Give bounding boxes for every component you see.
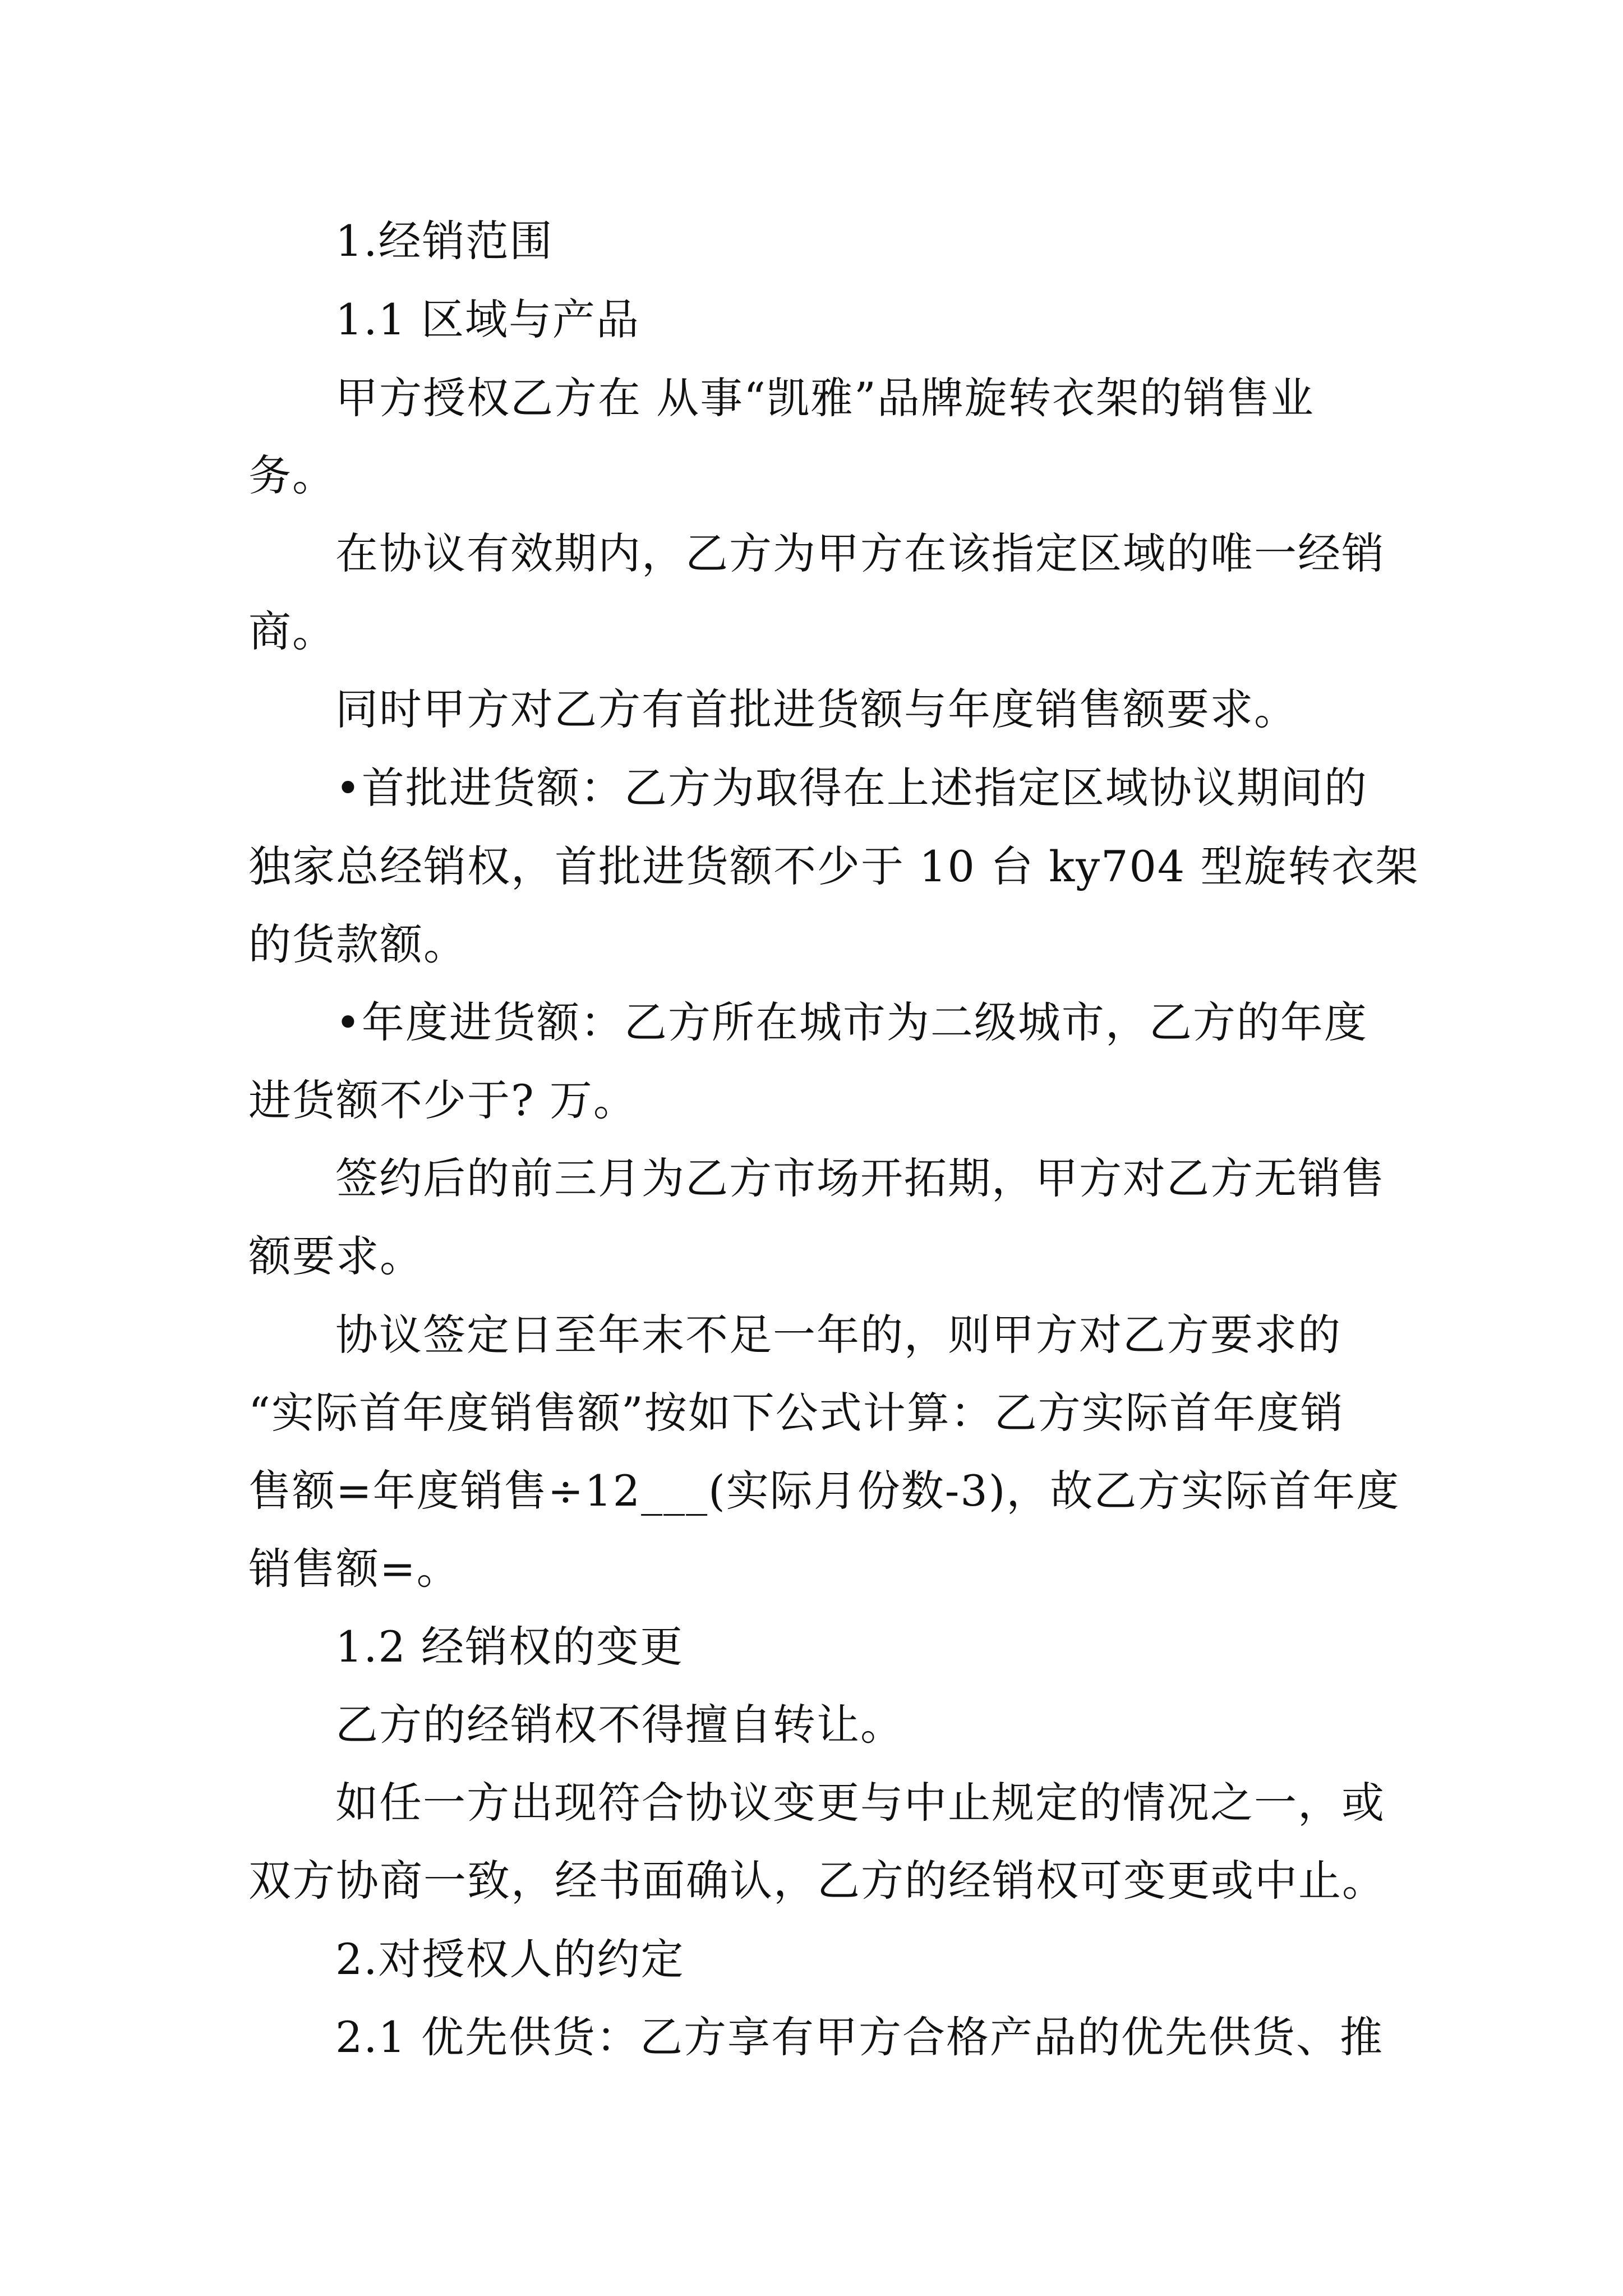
heading-1-2-rights-change: 1.2 经销权的变更 bbox=[335, 1622, 684, 1672]
paragraph-change-termination: 如任一方出现符合协议变更与中止规定的情况之一，或 bbox=[335, 1778, 1385, 1828]
paragraph-change-termination-cont: 双方协商一致，经书面确认，乙方的经销权可变更或中止。 bbox=[248, 1856, 1386, 1906]
bullet-annual-purchase-cont: 进货额不少于? 万。 bbox=[248, 1075, 637, 1125]
paragraph-formula: 售额=年度销售÷12___(实际月份数-3)，故乙方实际首年度 bbox=[248, 1466, 1400, 1516]
paragraph-first-year-cont: “实际首年度销售额”按如下公式计算：乙方实际首年度销 bbox=[248, 1388, 1344, 1438]
paragraph-market-period: 签约后的前三月为乙方市场开拓期，甲方对乙方无销售 bbox=[335, 1153, 1385, 1203]
bullet-annual-purchase: •年度进货额：乙方所在城市为二级城市，乙方的年度 bbox=[335, 997, 1368, 1047]
heading-2-licensee-terms: 2.对授权人的约定 bbox=[335, 1934, 685, 1984]
bullet-first-purchase-cont: 独家总经销权，首批进货额不少于 10 台 ky704 型旋转衣架 bbox=[248, 841, 1419, 891]
paragraph-sole-distributor-cont: 商。 bbox=[248, 606, 336, 656]
paragraph-authorization: 甲方授权乙方在 从事“凯雅”品牌旋转衣架的销售业 bbox=[335, 373, 1315, 423]
paragraph-no-transfer: 乙方的经销权不得擅自转让。 bbox=[335, 1700, 904, 1750]
bullet-first-purchase: •首批进货额：乙方为取得在上述指定区域协议期间的 bbox=[335, 763, 1368, 813]
paragraph-priority-supply: 2.1 优先供货：乙方享有甲方合格产品的优先供货、推 bbox=[335, 2012, 1384, 2062]
heading-1-1-region-products: 1.1 区域与产品 bbox=[335, 295, 640, 344]
paragraph-sole-distributor: 在协议有效期内，乙方为甲方在该指定区域的唯一经销 bbox=[335, 528, 1385, 578]
paragraph-authorization-cont: 务。 bbox=[248, 450, 336, 500]
heading-1-sales-scope: 1.经销范围 bbox=[335, 216, 554, 266]
paragraph-first-year: 协议签定日至年末不足一年的，则甲方对乙方要求的 bbox=[335, 1310, 1341, 1360]
bullet-first-purchase-end: 的货款额。 bbox=[248, 919, 467, 969]
paragraph-market-period-cont: 额要求。 bbox=[248, 1231, 423, 1281]
paragraph-sales-requirements: 同时甲方对乙方有首批进货额与年度销售额要求。 bbox=[335, 684, 1298, 734]
paragraph-formula-end: 销售额=。 bbox=[248, 1544, 460, 1594]
